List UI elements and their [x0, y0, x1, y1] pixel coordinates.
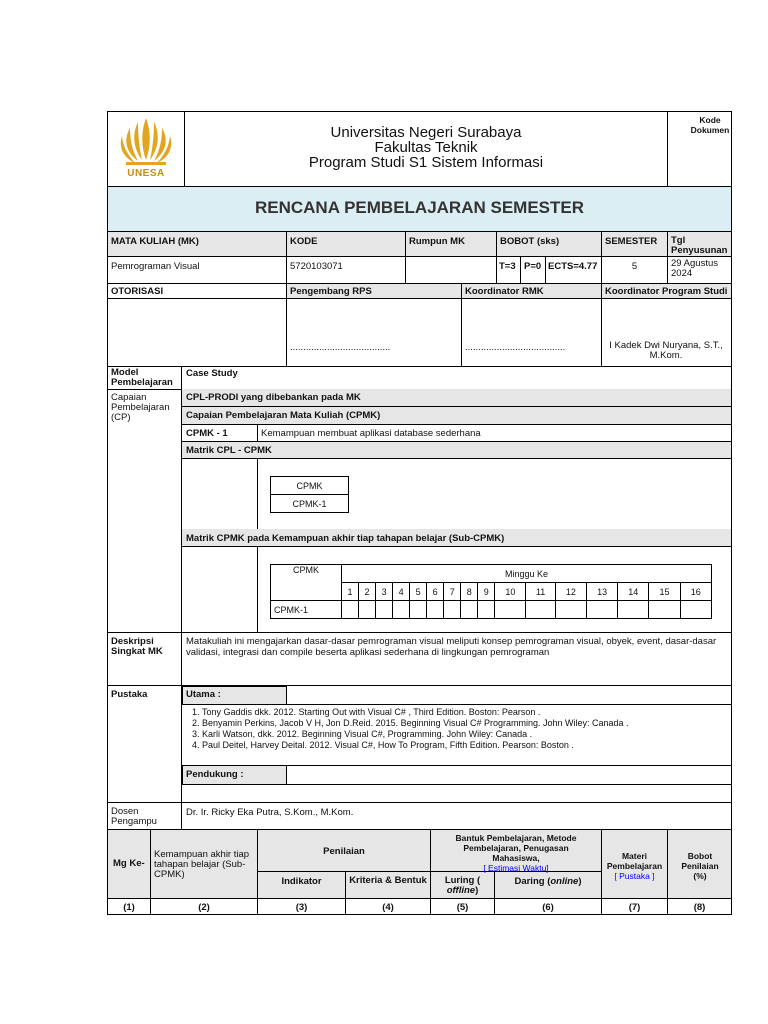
model-label: Model Pembelajaran — [111, 367, 173, 388]
col-divider — [461, 284, 462, 366]
week-cell: 2 — [359, 583, 376, 601]
materi-header-text: Materi Pembelajaran — [606, 851, 663, 871]
kode-dokumen-label: Kode Dokumen — [690, 115, 730, 135]
kemampuan-header: Kemampuan akhir tiap tahapan belajar (Sub-CPMK) — [154, 849, 250, 880]
logo — [108, 112, 184, 186]
week-cell: 3 — [376, 583, 393, 601]
references-list — [186, 707, 726, 751]
tgl-value: 29 Agustus 2024 — [671, 258, 719, 279]
num-7: (7) — [628, 902, 641, 913]
rmk-signature-line: ...................................... — [465, 342, 566, 353]
week-cell: 7 — [444, 583, 461, 601]
koordinator-rmk-label: Koordinator RMK — [465, 286, 544, 297]
num-5: (5) — [456, 902, 469, 913]
week-cell: 12 — [555, 583, 586, 601]
pendukung-row-top — [182, 765, 731, 766]
matrik-sub-title: Matrik CPMK pada Kemampuan akhir tiap tahapan belajar (Sub-CPMK) — [186, 533, 505, 544]
luring-offline: offline — [446, 885, 476, 896]
kriteria-header: Kriteria & Bentuk — [349, 875, 427, 886]
num-8: (8) — [693, 902, 706, 913]
matrik-cpl-head: CPMK — [271, 477, 349, 495]
matrik-sub-divider — [257, 547, 258, 632]
matrik-sub-table — [270, 564, 712, 619]
koordinator-prodi-label: Koordinator Program Studi — [605, 286, 728, 297]
week-cell: 1 — [342, 583, 359, 601]
week-mark-cell — [393, 601, 410, 619]
week-mark-cell — [478, 601, 495, 619]
week-mark-cell — [410, 601, 427, 619]
sks-t-value: T=3 — [499, 261, 516, 272]
num-3: (3) — [295, 902, 308, 913]
bobot-header: Bobot Penilaian (%) — [681, 851, 719, 881]
week-mark-cell — [618, 601, 649, 619]
tgl-header: Tgl Penyusunan — [671, 235, 728, 256]
utama-row-line — [182, 704, 731, 705]
week-cell: 13 — [586, 583, 617, 601]
week-cell: 10 — [495, 583, 526, 601]
week-cell: 8 — [461, 583, 478, 601]
matrik-cpl-title: Matrik CPL - CPMK — [186, 445, 272, 456]
cpl-prodi-title: CPL-PRODI yang dibebankan pada MK — [186, 392, 361, 403]
matrik-cpl-divider — [257, 459, 258, 529]
deskripsi-label: Deskripsi Singkat MK — [111, 636, 163, 657]
col-divider — [286, 284, 287, 366]
rumpun-header: Rumpun MK — [409, 236, 465, 247]
week-cell: 16 — [680, 583, 711, 601]
sub-row-cpmk1: CPMK-1 — [271, 601, 342, 619]
cpmk1-description: Kemampuan membuat aplikasi database sederhana — [261, 428, 481, 439]
logo-text: UNESA — [127, 168, 165, 179]
num-row-top — [108, 898, 731, 899]
week-cell: 6 — [427, 583, 444, 601]
university-header — [185, 125, 667, 170]
sub-head-minggu: Minggu Ke — [342, 565, 712, 583]
header-divider-right — [667, 112, 668, 186]
kode-header: KODE — [290, 236, 318, 247]
model-value: Case Study — [186, 368, 238, 379]
dosen-value: Dr. Ir. Ricky Eka Putra, S.Kom., M.Kom. — [186, 807, 354, 818]
otorisasi-bottom — [108, 366, 731, 367]
week-mark-cell — [555, 601, 586, 619]
reference-item: 3. Karli Watson, dkk. 2012. Beginning Visual C#, Programming. John Wiley: Canada . — [202, 729, 726, 740]
week-cell: 11 — [526, 583, 555, 601]
week-cell: 9 — [478, 583, 495, 601]
sks-p-value: P=0 — [524, 261, 542, 272]
penilaian-header: Penilaian — [323, 846, 365, 857]
dosen-label: Dosen Pengampu — [111, 806, 157, 827]
luring-close: ) — [475, 885, 479, 896]
daring-online: online — [550, 876, 579, 887]
week-mark-cell — [342, 601, 359, 619]
mk-header: MATA KULIAH (MK) — [111, 236, 199, 247]
semester-header: SEMESTER — [605, 236, 658, 247]
luring-text: Luring ( — [444, 875, 481, 886]
week-mark-cell — [376, 601, 393, 619]
kode-value: 5720103071 — [290, 261, 343, 272]
week-cell: 4 — [393, 583, 410, 601]
week-mark-cell — [680, 601, 711, 619]
semester-value: 5 — [631, 261, 638, 272]
daring-close: ) — [578, 876, 582, 887]
reference-item: 4. Paul Deitel, Harvey Deital. 2012. Visual C#, How To Program, Fifth Edition. Pearson: Boston . — [202, 740, 726, 751]
num-4: (4) — [382, 902, 394, 913]
deskripsi-text: Matakuliah ini mengajarkan dasar-dasar pemrograman visual meliputi konsep pemrograman visual, obyek, event, dasar-dasar validasi, integrasi dan compile beserta aplikasi sederhana di lingkungan pemrograman — [186, 636, 717, 658]
pustaka-tag: [ Pustaka ] — [614, 871, 655, 881]
week-cell: 15 — [649, 583, 680, 601]
bantuk-header — [431, 833, 601, 873]
week-mark-cell — [526, 601, 555, 619]
pustaka-label: Pustaka — [111, 689, 148, 700]
matrik-cpl-cpmk1: CPMK-1 — [271, 495, 349, 513]
pustaka-bottom — [108, 802, 731, 803]
indikator-header: Indikator — [281, 876, 322, 887]
estimasi-waktu: [ Estimasi Waktu] — [483, 863, 549, 873]
mk-value: Pemrograman Visual — [111, 261, 200, 272]
cpmk1-code: CPMK - 1 — [186, 428, 228, 439]
week-mark-cell — [427, 601, 444, 619]
prodi-coordinator-name: I Kadek Dwi Nuryana, S.T., M.Kom. — [609, 340, 723, 361]
program-name: Program Studi S1 Sistem Informasi — [308, 154, 544, 171]
cp-bottom — [108, 632, 731, 633]
materi-header — [602, 851, 667, 881]
week-cell: 14 — [618, 583, 649, 601]
daring-text: Daring ( — [514, 876, 551, 887]
cpmk1-divider — [257, 425, 258, 442]
otorisasi-label: OTORISASI — [111, 286, 164, 297]
pengembang-rps-label: Pengembang RPS — [290, 286, 372, 297]
week-mark-cell — [586, 601, 617, 619]
pendukung-label: Pendukung : — [186, 769, 244, 780]
reference-item: 1. Tony Gaddis dkk. 2012. Starting Out with Visual C# , Third Edition. Boston: Pearson . — [202, 707, 726, 718]
pengembang-signature-line: ...................................... — [290, 342, 391, 353]
university-name: Universitas Negeri Surabaya — [330, 124, 522, 141]
week-cell: 5 — [410, 583, 427, 601]
utama-label: Utama : — [186, 689, 221, 700]
daring-header — [495, 876, 601, 887]
ects-value: ECTS=4.77 — [548, 261, 598, 272]
week-mark-cell — [495, 601, 526, 619]
num-2: (2) — [198, 902, 210, 913]
cpmk-title: Capaian Pembelajaran Mata Kuliah (CPMK) — [186, 410, 381, 421]
sub-cpmk-row — [271, 601, 712, 619]
mg-ke-header: Mg Ke- — [113, 858, 145, 869]
week-mark-cell — [359, 601, 376, 619]
reference-item: 2. Benyamin Perkins, Jacob V H, Jon D.Reid. 2015. Beginning Visual C# Programming. John Wiley: Canada . — [202, 718, 726, 729]
week-mark-cell — [461, 601, 478, 619]
week-mark-cell — [444, 601, 461, 619]
bantuk-header-text: Bantuk Pembelajaran, Metode Pembelajaran, Penugasan Mahasiswa, — [455, 833, 577, 863]
pendukung-row-line — [182, 784, 731, 785]
num-1: (1) — [123, 902, 135, 913]
luring-header — [431, 876, 494, 896]
bobot-header: BOBOT (sks) — [500, 236, 560, 247]
cp-label: Capaian Pembelajaran (CP) — [111, 392, 170, 423]
sub-head-cpmk: CPMK — [271, 565, 342, 601]
faculty-name: Fakultas Teknik — [374, 139, 478, 156]
week-mark-cell — [649, 601, 680, 619]
num-6: (6) — [542, 902, 554, 913]
page-title: RENCANA PEMBELAJARAN SEMESTER — [254, 198, 584, 217]
matrik-cpl-table — [270, 476, 349, 513]
col-divider — [601, 284, 602, 366]
